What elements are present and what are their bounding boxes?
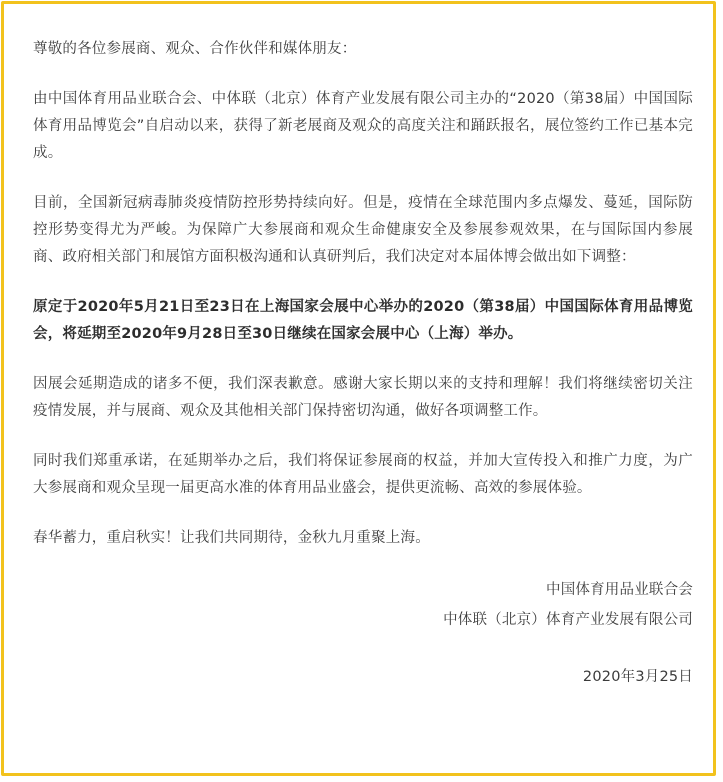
notice-body (33, 36, 693, 692)
paragraph-situation: 目前，全国新冠病毒肺炎疫情防控形势持续向好。但是，疫情在全球范围内多点爆发、蔓延，国际防控形势变得尤为严峻。为保障广大参展商和观众生命健康安全及参展参观效果，在与国际国内参展商、政府相关部门和展馆方面积极沟通和认真研判后，我们决定对本届体博会做出如下调整： (33, 195, 693, 265)
signature-company: 中体联（北京）体育产业发展有限公司 (443, 612, 693, 628)
paragraph-commitment: 同时我们郑重承诺，在延期举办之后，我们将保证参展商的权益，并加大宣传投入和推广力度，为广大参展商和观众呈现一届更高水准的体育用品业盛会，提供更流畅、高效的参展体验。 (33, 453, 693, 496)
notice-date: 2020年3月25日 (582, 669, 693, 685)
paragraph-intro: 由中国体育用品业联合会、中体联（北京）体育产业发展有限公司主办的“2020（第38届）中国国际体育用品博览会”自启动以来，获得了新老展商及观众的高度关注和踊跃报名，展位签约工作已基本完成。 (33, 91, 693, 161)
greeting: 尊敬的各位参展商、观众、合作伙伴和媒体朋友： (33, 41, 357, 57)
paragraph-apology: 因展会延期造成的诸多不便，我们深表歉意。感谢大家长期以来的支持和理解！我们将继续密切关注疫情发展，并与展商、观众及其他相关部门保持密切沟通，做好各项调整工作。 (33, 376, 693, 419)
paragraph-postponement: 原定于2020年5月21日至23日在上海国家会展中心举办的2020（第38届）中国国际体育用品博览会，将延期至2020年9月28日至30日继续在国家会展中心（上海）举办。 (33, 299, 693, 342)
signature-federation: 中国体育用品业联合会 (546, 582, 693, 598)
paragraph-closing: 春华蓄力，重启秋实！让我们共同期待，金秋九月重聚上海。 (33, 530, 430, 546)
notice-frame (1, 1, 716, 776)
